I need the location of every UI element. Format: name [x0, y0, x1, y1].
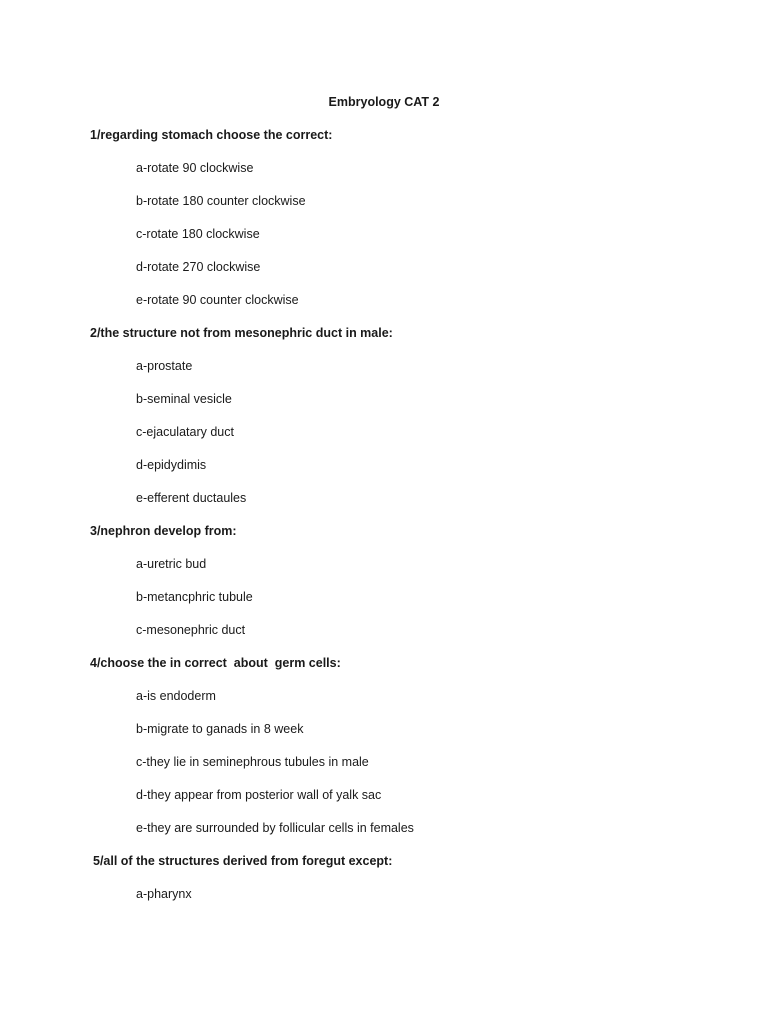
question-2-option-c: c-ejaculatary duct — [136, 425, 234, 439]
question-1-option-a: a-rotate 90 clockwise — [136, 161, 254, 175]
document-title: Embryology CAT 2 — [328, 95, 440, 109]
question-2: 2/the structure not from mesonephric duct in male: — [90, 326, 393, 340]
question-1-option-c: c-rotate 180 clockwise — [136, 227, 260, 241]
question-4-option-d: d-they appear from posterior wall of yalk sac — [136, 788, 382, 802]
question-4: 4/choose the in correct about germ cells: — [90, 656, 341, 670]
question-1: 1/regarding stomach choose the correct: — [90, 128, 333, 142]
question-4-option-e: e-they are surrounded by follicular cells in females — [136, 821, 414, 835]
question-5-option-a: a-pharynx — [136, 887, 192, 901]
question-3: 3/nephron develop from: — [90, 524, 237, 538]
question-1-option-b: b-rotate 180 counter clockwise — [136, 194, 306, 208]
question-2-option-b: b-seminal vesicle — [136, 392, 232, 406]
question-3-option-c: c-mesonephric duct — [136, 623, 246, 637]
question-1-option-e: e-rotate 90 counter clockwise — [136, 293, 299, 307]
question-1-option-d: d-rotate 270 clockwise — [136, 260, 261, 274]
question-2-option-a: a-prostate — [136, 359, 193, 373]
question-5: 5/all of the structures derived from foregut except: — [93, 854, 393, 868]
question-3-option-a: a-uretric bud — [136, 557, 207, 571]
question-4-option-c: c-they lie in seminephrous tubules in male — [136, 755, 369, 769]
question-2-option-d: d-epidydimis — [136, 458, 207, 472]
question-3-option-b: b-metancphric tubule — [136, 590, 253, 604]
document-body — [90, 127, 730, 919]
question-4-option-b: b-migrate to ganads in 8 week — [136, 722, 304, 736]
question-4-option-a: a-is endoderm — [136, 689, 216, 703]
question-2-option-e: e-efferent ductaules — [136, 491, 247, 505]
